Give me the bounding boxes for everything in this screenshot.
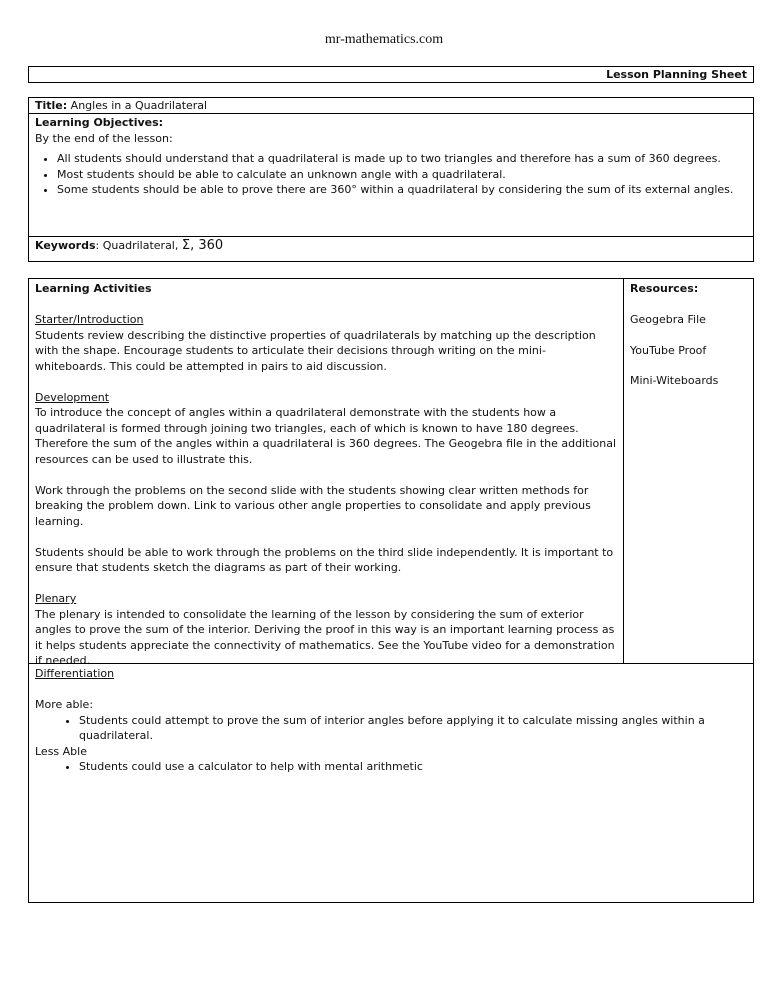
- differentiation-heading: Differentiation: [35, 667, 115, 680]
- keywords-label: Keywords: [35, 239, 96, 252]
- development-paragraph: Students should be able to work through the problems on the third slide independently. It is important to ensure that students sketch the diagrams as part of their working.: [35, 545, 614, 574]
- keywords-row: [29, 237, 753, 254]
- activities-table: [28, 278, 754, 667]
- more-able-label: More able:: [35, 698, 94, 711]
- objectives-intro: By the end of the lesson:: [35, 131, 173, 145]
- objective-item: • Some students should be able to prove there are 360° within a quadrilateral by considering the sum of its external angles.: [57, 182, 747, 198]
- objectives-row: [29, 114, 753, 237]
- resource-item: Mini-Witeboards: [630, 374, 719, 387]
- development-paragraph: Work through the problems on the second slide with the students showing clear written methods for breaking the problem down. Link to various other angle properties to consolidate and apply previous learning.: [35, 483, 591, 528]
- lesson-title: Angles in a Quadrilateral: [70, 99, 208, 112]
- resource-item: YouTube Proof: [630, 343, 707, 357]
- objective-item: • Most students should be able to calculate an unknown angle with a quadrilateral.: [57, 167, 747, 183]
- keywords-symbols: Σ, 360: [181, 238, 224, 253]
- sheet-label: Lesson Planning Sheet: [28, 66, 754, 83]
- objectives-list: [35, 151, 747, 198]
- resources-heading: Resources:: [630, 282, 699, 295]
- more-able-list: [35, 713, 747, 744]
- resource-item: Geogebra File: [630, 313, 706, 326]
- objectives-heading: Learning Objectives:: [35, 116, 164, 129]
- site-header: mr-mathematics.com: [324, 32, 444, 47]
- development-heading: Development: [35, 390, 110, 404]
- overview-table: [28, 97, 754, 262]
- more-able-item: • Students could attempt to prove the sum of interior angles before applying it to calculate missing angles within a quadrilateral.: [79, 713, 747, 744]
- activities-column: [29, 279, 624, 667]
- plenary-heading: Plenary: [35, 592, 77, 605]
- starter-text: Students review describing the distinctive properties of quadrilaterals by matching up the description with the shape. Encourage students to articulate their decisions through writing on the mini-whiteboards. This could be attempted in pairs to aid discussion.: [35, 328, 596, 373]
- title-row: [29, 98, 753, 114]
- title-label: Title:: [35, 99, 68, 112]
- keywords-value: : Quadrilateral,: [95, 239, 182, 252]
- differentiation-section: [28, 663, 754, 903]
- less-able-item: • Students could use a calculator to help with mental arithmetic: [79, 759, 747, 775]
- plenary-text: The plenary is intended to consolidate the learning of the lesson by considering the sum of exterior angles to prove the sum of the interior. Deriving the proof in this way is an important learning process as it helps students appreciate the connectivity of mathematics. See the YouTube video for a demonstration if needed.: [35, 607, 615, 667]
- development-paragraph: To introduce the concept of angles within a quadrilateral demonstrate with the students how a quadrilateral is formed through joining two triangles, each of which is known to have 180 degrees. Therefore the sum of the angles within a quadrilateral is 360 degrees. The Geogebra file in the additional resources can be used to illustrate this.: [35, 406, 617, 466]
- less-able-list: [35, 759, 747, 775]
- starter-heading: Starter/Introduction: [35, 313, 144, 326]
- resources-column: [624, 279, 753, 663]
- objective-item: • All students should understand that a quadrilateral is made up to two triangles and therefore has a sum of 360 degrees.: [57, 151, 747, 167]
- activities-heading: Learning Activities: [35, 282, 152, 295]
- less-able-label: Less Able: [35, 744, 87, 758]
